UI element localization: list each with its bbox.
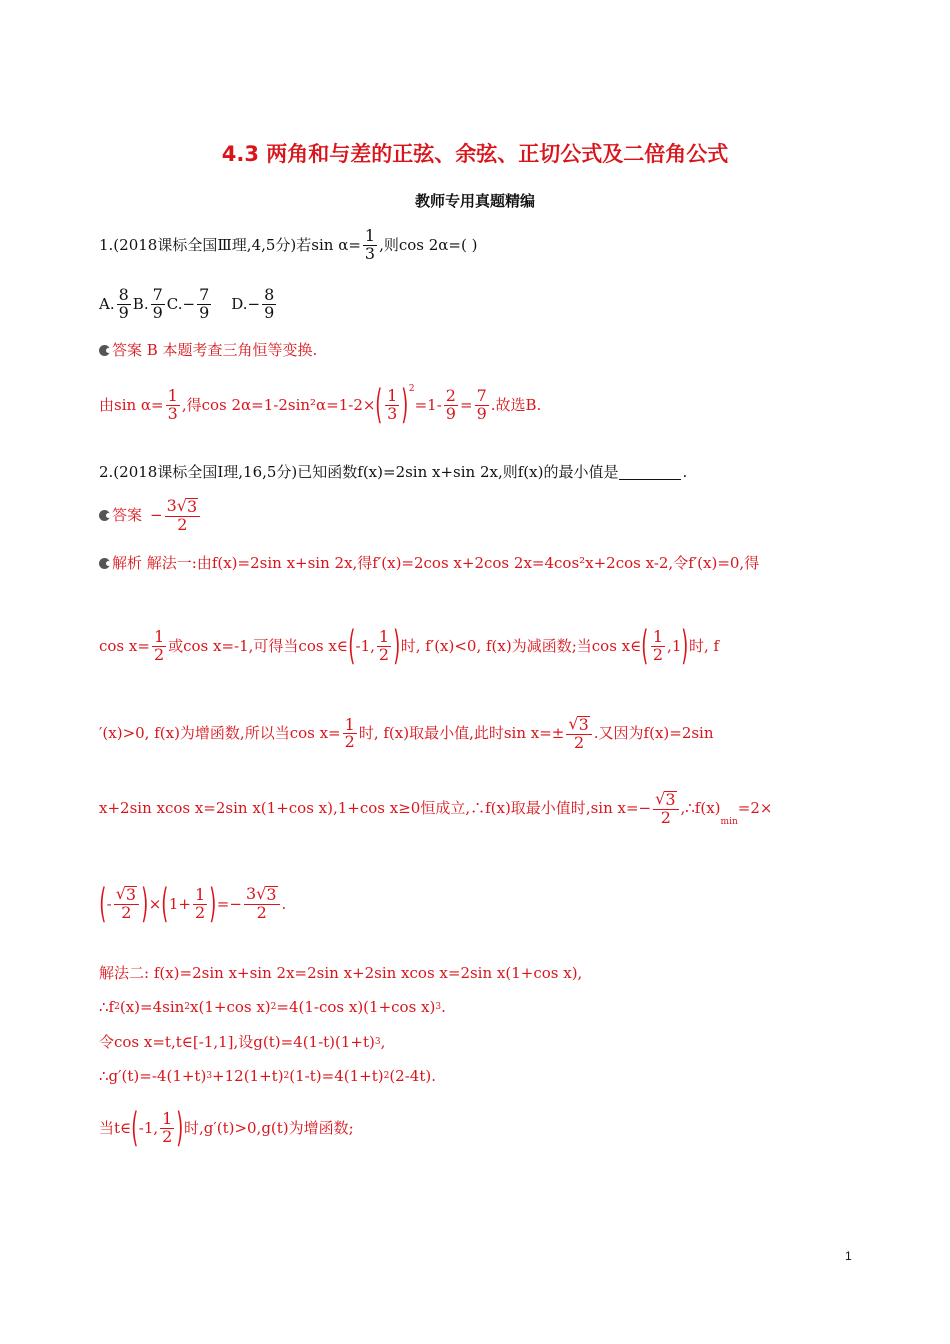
- page-number: 1: [845, 1249, 852, 1263]
- analysis-icon: [99, 558, 110, 569]
- question-1-solution: 由sin α= $\frac{1}{3}$ ,得cos 2α=1-2sin²α=1-2× ( $\frac{1}{3}$ ) 2 =1- $\frac{2}{9}$ = $\frac{7}{9}$ .故选B.: [99, 382, 542, 428]
- method-2-line-3: 令cos x=t,t∈[-1,1],设g(t)=4(1-t)(1+t) 3 ,: [99, 1033, 386, 1051]
- section-subtitle: 教师专用真题精编: [414, 192, 535, 210]
- answer-blank: [619, 465, 681, 480]
- method-2-line-5: 当t∈ ( -1, $\frac{1}{2}$ ) 时,g′(t)>0,g(t)为增函数;: [99, 1105, 354, 1151]
- option-b-fraction: $\frac{7}{9}$: [152, 285, 163, 322]
- question-1-options: A. $\frac{8}{9}$ B. $\frac{7}{9}$ C.− $\frac{7}{9}$ D.− $\frac{8}{9}$: [99, 285, 275, 322]
- solution-line-4: x+2sin xcos x=2sin x(1+cos x),1+cos x≥0恒成立,∴f(x)取最小值时,sin x=− √ 3 2 ,∴f(x) min =2×: [99, 789, 773, 827]
- solution-line-1: 解析 解法一:由f(x)=2sin x+sin 2x,得f′(x)=2cos x+2cos 2x=4cos²x+2cos x-2,令f′(x)=0,得: [99, 556, 759, 571]
- method-2-line-2: ∴f 2 (x)=4sin 2 x(1+cos x) 2 =4(1-cos x)(1+cos x) 3 .: [99, 998, 446, 1016]
- fraction: $\frac{1}{3}$: [364, 226, 376, 263]
- option-a-fraction: $\frac{8}{9}$: [118, 285, 129, 322]
- page-title: 4.3 两角和与差的正弦、余弦、正切公式及二倍角公式: [221, 142, 729, 166]
- option-d-fraction: $\frac{8}{9}$: [264, 285, 275, 322]
- question-1: 1.(2018课标全国Ⅲ理,4,5分)若sin α= $\frac{1}{3}$ ,则cos 2α=( ): [99, 226, 478, 263]
- method-2-line-4: ∴g′(t)=-4(1+t) 3 +12(1+t) 2 (1-t)=4(1+t) 2 (2-4t).: [99, 1067, 436, 1085]
- solution-line-5: ( - √ 3 2 ) × ( 1+ $\frac{1}{2}$ ) =− 3√ 3 2 .: [99, 881, 287, 927]
- solution-line-3: ′(x)>0, f(x)为增函数,所以当cos x= $\frac{1}{2}$ 时, f(x)取最小值,此时sin x=± √ 3 2 .又因为f(x)=2sin: [99, 714, 714, 752]
- question-1-answer: 答案 B 本题考查三角恒等变换.: [99, 343, 317, 358]
- answer-icon: [99, 345, 110, 356]
- solution-line-2: cos x= $\frac{1}{2}$ 或cos x=-1,可得当cos x∈ ( -1, $\frac{1}{2}$ ) 时, f′(x)<0, f(x)为减函数;当cos x∈ ( $\frac{1}{2}$ ,1 ) 时, f: [99, 623, 720, 669]
- answer-icon: [99, 510, 110, 521]
- option-c-fraction: $\frac{7}{9}$: [199, 285, 210, 322]
- question-2: 2.(2018课标全国Ⅰ理,16,5分)已知函数f(x)=2sin x+sin 2x,则f(x)的最小值是 .: [99, 463, 688, 481]
- question-2-answer: 答案 − 3√ 3 2: [99, 498, 202, 534]
- method-2-line-1: 解法二: f(x)=2sin x+sin 2x=2sin x+2sin xcos x=2sin x(1+cos x),: [99, 964, 583, 982]
